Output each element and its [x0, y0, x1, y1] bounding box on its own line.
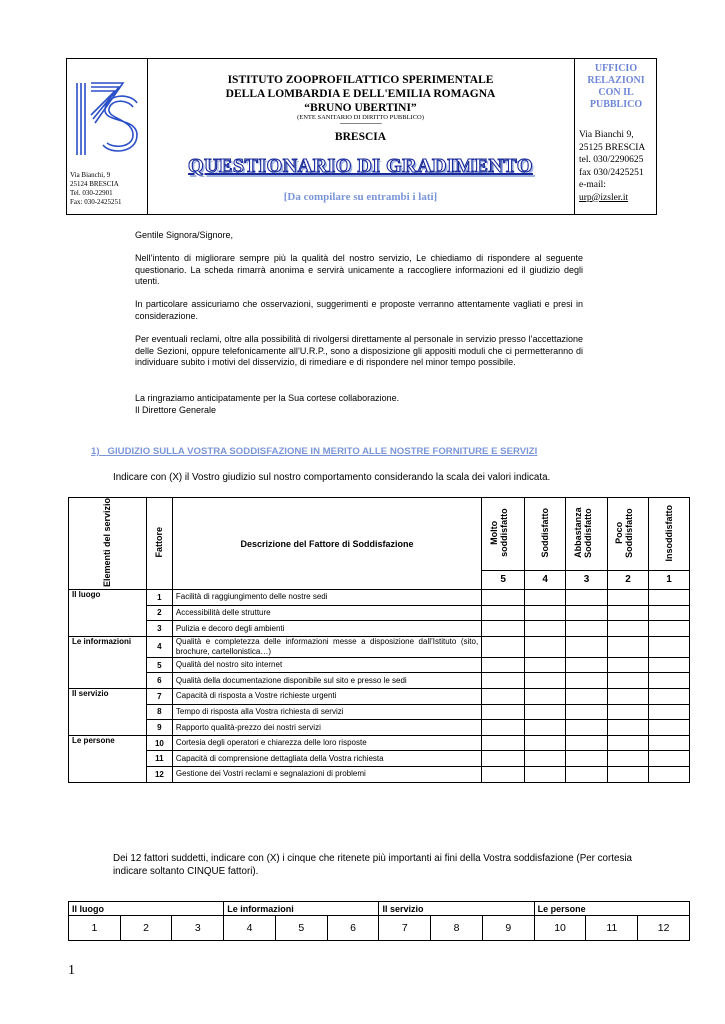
factor-number: 10: [146, 735, 172, 751]
rating-cell[interactable]: [566, 735, 608, 751]
office-address-line: tel. 030/2290625: [579, 155, 644, 165]
office-line: UFFICIO: [594, 63, 638, 74]
institute-line: ISTITUTO ZOOPROFILATTICO SPERIMENTALE: [227, 74, 494, 86]
rating-cell[interactable]: [649, 751, 690, 767]
rating-cell[interactable]: [649, 621, 690, 637]
izs-logo-icon: [71, 73, 143, 165]
table-row: [69, 689, 690, 705]
rating-cell[interactable]: [608, 673, 649, 689]
rating-cell[interactable]: [608, 751, 649, 767]
rating-cell[interactable]: [649, 720, 690, 736]
rating-cell[interactable]: [525, 590, 566, 606]
left-address-line: Via Bianchi, 9: [70, 171, 111, 179]
satisfaction-table-body: [69, 590, 690, 783]
scale-value: 2: [608, 570, 649, 589]
importance-number-row: [69, 916, 690, 941]
institute-subtitle: (ENTE SANITARIO DI DIRITTO PUBBLICO): [297, 114, 424, 121]
office-line: RELAZIONI: [587, 75, 645, 86]
compile-note: [Da compilare su entrambi i lati]: [283, 191, 438, 203]
importance-factor-cell[interactable]: 10: [534, 916, 586, 941]
letterhead-left-cell: [67, 59, 148, 214]
factor-number: 9: [146, 720, 172, 736]
rating-cell[interactable]: [566, 636, 608, 657]
section-1-title: [91, 446, 537, 457]
rating-cell[interactable]: [482, 621, 525, 637]
rating-cell[interactable]: [566, 590, 608, 606]
importance-factor-cell[interactable]: 12: [638, 916, 690, 941]
office-line: PUBBLICO: [589, 99, 643, 110]
header-scale-5: [482, 498, 525, 571]
rating-cell[interactable]: [525, 704, 566, 720]
factor-description: Cortesia degli operatori e chiarezza delle loro risposte: [172, 735, 481, 751]
factor-number: 5: [146, 657, 172, 673]
section-number: 1): [91, 446, 100, 457]
rating-cell[interactable]: [649, 766, 690, 782]
importance-table: [68, 901, 690, 941]
factor-description: Qualità della documentazione disponibile sul sito e presso le sedi: [172, 673, 481, 689]
service-element-group: Il luogo: [69, 590, 147, 637]
rating-cell[interactable]: [608, 605, 649, 621]
scale-label: Abbastanza Soddisfatto: [572, 507, 593, 559]
rating-cell[interactable]: [525, 621, 566, 637]
rating-cell[interactable]: [482, 590, 525, 606]
rating-cell[interactable]: [482, 704, 525, 720]
office-address: [579, 129, 645, 204]
service-element-group: Il servizio: [69, 689, 147, 736]
factor-description: Capacità di risposta a Vostre richieste urgenti: [172, 689, 481, 705]
scale-label: Molto soddisfatto: [489, 508, 510, 558]
institute-line: DELLA LOMBARDIA E DELL'EMILIA ROMAGNA: [225, 88, 496, 100]
importance-factor-cell[interactable]: 9: [482, 916, 534, 941]
importance-factor-cell[interactable]: 7: [379, 916, 431, 941]
factor-number: 2: [146, 605, 172, 621]
rating-cell[interactable]: [566, 621, 608, 637]
header-scale-1: [649, 498, 690, 571]
factor-description: Gestione dei Vostri reclami e segnalazioni di problemi: [172, 766, 481, 782]
factor-description: Pulizia e decoro degli ambienti: [172, 621, 481, 637]
importance-factor-cell[interactable]: 5: [275, 916, 327, 941]
rating-cell[interactable]: [482, 735, 525, 751]
document-title: QUESTIONARIO DI GRADIMENTO: [188, 155, 533, 177]
office-line: CON IL: [598, 87, 634, 98]
rating-cell[interactable]: [525, 751, 566, 767]
rating-cell[interactable]: [482, 720, 525, 736]
factor-description: Rapporto qualità-prezzo dei nostri servizi: [172, 720, 481, 736]
factor-number: 11: [146, 751, 172, 767]
rating-cell[interactable]: [525, 689, 566, 705]
scale-label: Poco Soddisfatto: [614, 508, 635, 558]
header-factor: [146, 498, 172, 590]
header-separator: -----------------------------------------: [340, 121, 381, 127]
institute-line: “BRUNO UBERTINI”: [304, 102, 417, 114]
section-2-instruction: Dei 12 fattori suddetti, indicare con (X) i cinque che ritenete più importanti ai fini della Vostra soddisfazione (Per cortesia indicare soltanto CINQUE fattori).: [113, 853, 632, 877]
letterhead-right-cell: [574, 59, 657, 214]
rating-cell[interactable]: [525, 673, 566, 689]
factor-description: Tempo di risposta alla Vostra richiesta di servizi: [172, 704, 481, 720]
factor-description: Accessibilità delle strutture: [172, 605, 481, 621]
rating-cell[interactable]: [525, 636, 566, 657]
office-email-link[interactable]: urp@izsler.it: [579, 192, 629, 203]
rating-cell[interactable]: [525, 605, 566, 621]
factor-number: 4: [146, 636, 172, 657]
table-row: [69, 751, 690, 767]
rating-cell[interactable]: [566, 766, 608, 782]
rating-cell[interactable]: [649, 657, 690, 673]
rating-cell[interactable]: [482, 751, 525, 767]
rating-cell[interactable]: [608, 735, 649, 751]
section-1-instruction: Indicare con (X) il Vostro giudizio sul nostro comportamento considerando la scala dei valori indicata.: [113, 472, 551, 483]
rating-cell[interactable]: [649, 704, 690, 720]
table-row: [69, 673, 690, 689]
left-address-line: 25124 BRESCIA: [70, 180, 119, 188]
rating-cell[interactable]: [566, 605, 608, 621]
rating-cell[interactable]: [525, 657, 566, 673]
office-address-line: 25125 BRESCIA: [579, 142, 646, 153]
office-address-line: e-mail:: [579, 180, 606, 190]
importance-factor-cell[interactable]: 8: [431, 916, 483, 941]
rating-cell[interactable]: [482, 766, 525, 782]
factor-number: 3: [146, 621, 172, 637]
office-address-line: Via Bianchi 9,: [579, 130, 634, 140]
table-row: [69, 766, 690, 782]
rating-cell[interactable]: [649, 673, 690, 689]
left-address: [70, 171, 122, 207]
factor-number: 7: [146, 689, 172, 705]
importance-factor-cell[interactable]: 1: [69, 916, 121, 941]
rating-cell[interactable]: [649, 689, 690, 705]
section-title-text: GIUDIZIO SULLA VOSTRA SODDISFAZIONE IN MERITO ALLE NOSTRE FORNITURE E SERVIZI: [107, 446, 538, 457]
table-row: [69, 590, 690, 606]
rating-cell[interactable]: [608, 621, 649, 637]
factor-number: 1: [146, 590, 172, 606]
importance-group-header: Le informazioni: [224, 902, 379, 916]
service-element-group: Le informazioni: [69, 636, 147, 688]
header-city: BRESCIA: [334, 131, 387, 143]
table-row: [69, 735, 690, 751]
satisfaction-table: [68, 497, 690, 783]
letter-paragraph-2: In particolare assicuriamo che osservazioni, suggerimenti e proposte verranno attentamente vagliati e presi in considerazione.: [135, 299, 583, 321]
letter-paragraph-3: Per eventuali reclami, oltre alla possibilità di rivolgersi direttamente al personale in servizio presso l’accettazione delle Sezioni, oppure telefonicamente all’U.R.P., sono a disposizione gli appositi moduli che ci permetteranno di individuare subito i motivi del disservizio, di rimediare e di rispondere nel minor tempo possibile.: [135, 334, 583, 368]
header-scale-3: [566, 498, 608, 571]
service-element-group: Le persone: [69, 735, 147, 782]
left-address-line: Tel. 030-22901: [70, 189, 113, 197]
scale-value: 1: [649, 570, 690, 589]
table-row: [69, 720, 690, 736]
scale-value: 5: [482, 570, 525, 589]
header-elements-text: Elementi del servizio: [102, 498, 113, 588]
scale-label: Soddisfatto: [540, 508, 551, 558]
rating-cell[interactable]: [608, 689, 649, 705]
rating-cell[interactable]: [566, 657, 608, 673]
importance-factor-cell[interactable]: 6: [327, 916, 379, 941]
factor-description: Facilità di raggiungimento delle nostre sedi: [172, 590, 481, 606]
factor-description: Capacità di comprensione dettagliata della Vostra richiesta: [172, 751, 481, 767]
header-factor-text: Fattore: [154, 527, 165, 558]
header-elements: [69, 498, 147, 590]
importance-group-header: Il servizio: [379, 902, 534, 916]
rating-cell[interactable]: [608, 590, 649, 606]
header-scale-2: [608, 498, 649, 571]
importance-group-header: Il luogo: [69, 902, 224, 916]
importance-factor-cell[interactable]: 2: [120, 916, 172, 941]
rating-cell[interactable]: [649, 605, 690, 621]
letterhead: [66, 58, 657, 215]
table-row: [69, 704, 690, 720]
rating-cell[interactable]: [525, 720, 566, 736]
header-scale-4: [525, 498, 566, 571]
rating-cell[interactable]: [608, 720, 649, 736]
header-description: Descrizione del Fattore di Soddisfazione: [172, 498, 481, 590]
rating-cell[interactable]: [608, 636, 649, 657]
greeting: Gentile Signora/Signore,: [135, 230, 234, 240]
table-row: [69, 621, 690, 637]
importance-factor-cell[interactable]: 4: [224, 916, 276, 941]
rating-cell[interactable]: [525, 735, 566, 751]
rating-cell[interactable]: [649, 636, 690, 657]
rating-cell[interactable]: [482, 657, 525, 673]
importance-table-body: [69, 902, 690, 941]
rating-cell[interactable]: [608, 704, 649, 720]
rating-cell[interactable]: [649, 590, 690, 606]
letter-paragraph-1: Nell’intento di migliorare sempre più la qualità del nostro servizio, Le chiediamo di rispondere al seguente questionario. La scheda rimarrà anonima e servirà unicamente a raccogliere informazioni ed il giudizio degli utenti.: [135, 253, 583, 287]
rating-cell[interactable]: [482, 673, 525, 689]
factor-number: 12: [146, 766, 172, 782]
table-row: [69, 605, 690, 621]
rating-cell[interactable]: [566, 751, 608, 767]
left-address-line: Fax: 030-2425251: [70, 198, 122, 206]
rating-cell[interactable]: [566, 673, 608, 689]
rating-cell[interactable]: [608, 766, 649, 782]
factor-number: 8: [146, 704, 172, 720]
factor-description: Qualità e completezza delle informazioni messe a disposizione dall’Istituto (sito, brochure, cartellonistica…): [172, 636, 481, 657]
scale-label: Insoddisfatto: [664, 504, 674, 562]
table-row: [69, 657, 690, 673]
importance-factor-cell[interactable]: 3: [172, 916, 224, 941]
scale-value: 4: [525, 570, 566, 589]
rating-cell[interactable]: [482, 689, 525, 705]
rating-cell[interactable]: [482, 636, 525, 657]
rating-cell[interactable]: [482, 605, 525, 621]
table-row: [69, 636, 690, 657]
importance-group-header: Le persone: [534, 902, 689, 916]
importance-header-row: [69, 902, 690, 916]
rating-cell[interactable]: [649, 735, 690, 751]
scale-value: 3: [566, 570, 608, 589]
office-name: [575, 63, 657, 111]
factor-number: 6: [146, 673, 172, 689]
rating-cell[interactable]: [608, 657, 649, 673]
factor-description: Qualità del nostro sito internet: [172, 657, 481, 673]
letter-signature: Il Direttore Generale: [135, 405, 217, 415]
page-number: 1: [68, 963, 75, 978]
letter-paragraph-4: La ringraziamo anticipatamente per la Sua cortese collaborazione.: [135, 393, 400, 403]
rating-cell[interactable]: [566, 720, 608, 736]
rating-cell[interactable]: [525, 766, 566, 782]
institute-name: [147, 73, 574, 115]
office-address-line: fax 030/2425251: [579, 167, 644, 178]
importance-factor-cell[interactable]: 11: [586, 916, 638, 941]
rating-cell[interactable]: [566, 689, 608, 705]
rating-cell[interactable]: [566, 704, 608, 720]
